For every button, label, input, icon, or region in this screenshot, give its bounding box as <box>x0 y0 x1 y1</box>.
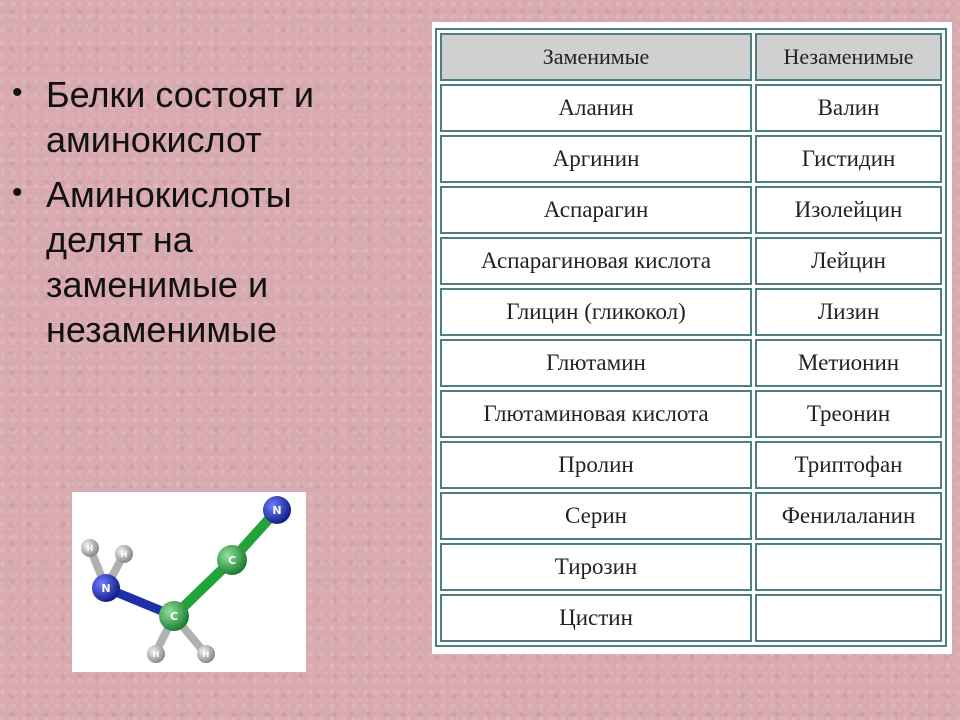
bullet-dot: • <box>12 76 23 109</box>
table-cell: Фенилаланин <box>755 492 942 540</box>
bullet-item <box>8 172 388 352</box>
table-cell: Аргинин <box>440 135 752 183</box>
table-cell: Метионин <box>755 339 942 387</box>
atom-label: H <box>120 550 128 559</box>
table-row <box>440 390 942 438</box>
table-cell: Триптофан <box>755 441 942 489</box>
table-cell: Аланин <box>440 84 752 132</box>
table-cell: Аспарагиновая кислота <box>440 237 752 285</box>
atom-label: H <box>202 650 210 659</box>
atom-label: N <box>101 582 111 595</box>
table-cell: Гистидин <box>755 135 942 183</box>
table-cell: Тирозин <box>440 543 752 591</box>
table-row <box>440 492 942 540</box>
bullet-item <box>8 72 388 162</box>
atom-label: C <box>169 610 179 623</box>
table-cell: Изолейцин <box>755 186 942 234</box>
atom-label: C <box>227 554 237 567</box>
table-cell: Пролин <box>440 441 752 489</box>
table-cell: Треонин <box>755 390 942 438</box>
amino-acid-table-panel <box>432 22 952 654</box>
table-cell: Глицин (гликокол) <box>440 288 752 336</box>
table-cell: Цистин <box>440 594 752 642</box>
table-cell: Глютамин <box>440 339 752 387</box>
table-row <box>440 441 942 489</box>
molecule-illustration <box>72 492 306 672</box>
bullet-dot: • <box>12 176 23 209</box>
table-cell: Лейцин <box>755 237 942 285</box>
table-cell: Серин <box>440 492 752 540</box>
table-row <box>440 288 942 336</box>
bullet-list <box>8 72 388 362</box>
table-cell: Глютаминовая кислота <box>440 390 752 438</box>
atom-label: H <box>86 544 94 553</box>
table-cell <box>755 543 942 591</box>
table-row <box>440 339 942 387</box>
table-cell: Аспарагин <box>440 186 752 234</box>
table-cell: Лизин <box>755 288 942 336</box>
table-row <box>440 594 942 642</box>
table-row <box>440 135 942 183</box>
bullet-text: Аминокислоты делят на заменимые и незаменимые <box>46 174 292 350</box>
molecule-image <box>72 492 306 672</box>
table-header-row <box>440 33 942 81</box>
atom-label: N <box>272 504 282 517</box>
bullet-text: Белки состоят и аминокислот <box>46 74 314 160</box>
table-cell: Валин <box>755 84 942 132</box>
amino-acid-table <box>435 28 947 647</box>
table-row <box>440 237 942 285</box>
header-essential: Незаменимые <box>755 33 942 81</box>
atom-label: H <box>152 650 160 659</box>
table-row <box>440 84 942 132</box>
header-replaceable: Заменимые <box>440 33 752 81</box>
table-row <box>440 186 942 234</box>
table-row <box>440 543 942 591</box>
table-cell <box>755 594 942 642</box>
